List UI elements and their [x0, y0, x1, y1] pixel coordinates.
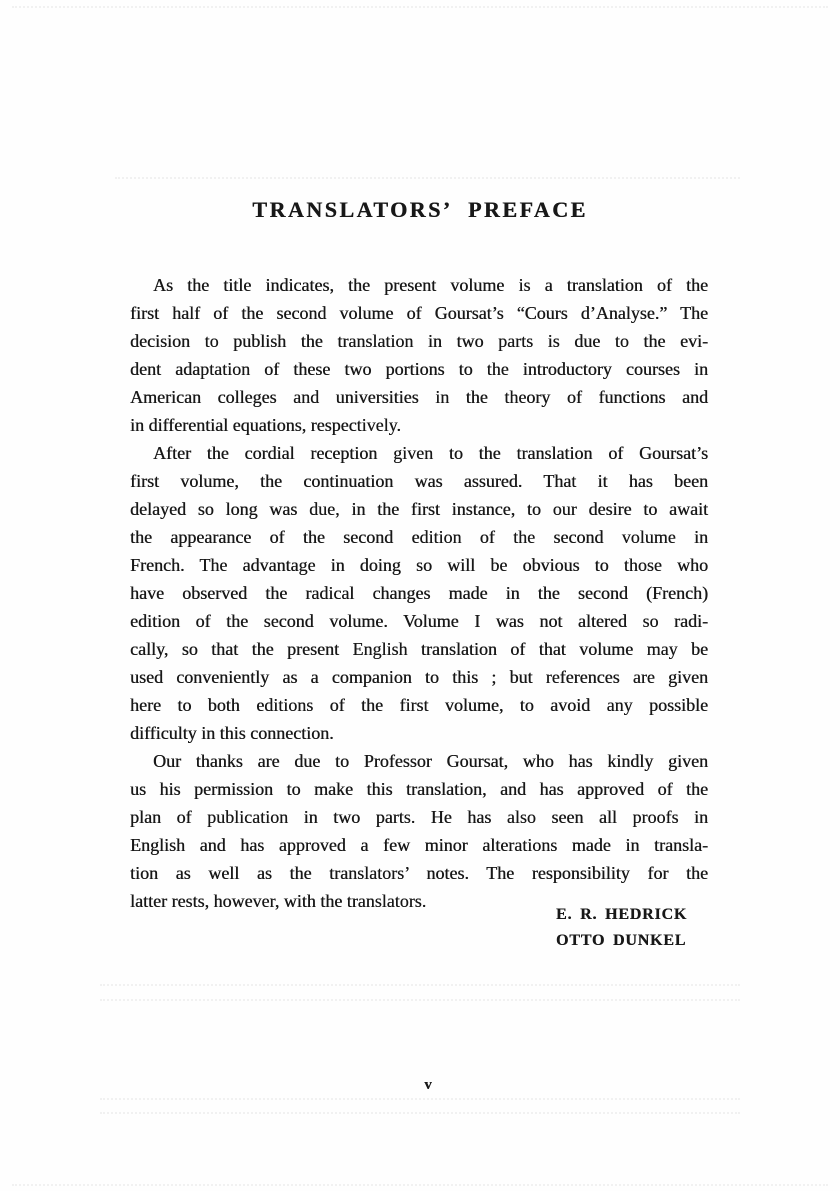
paragraph — [130, 271, 708, 439]
paragraph-line: first volume, the continuation was assured. That it has been — [130, 471, 708, 491]
paragraph-line: latter rests, however, with the translators. — [130, 891, 427, 911]
paragraph — [130, 747, 708, 915]
signature-dunkel: OTTO DUNKEL — [556, 931, 687, 949]
paragraph-line: the appearance of the second edition of the second volume in — [130, 527, 708, 547]
scan-artifact-line — [12, 6, 828, 8]
paragraph-line: used conveniently as a companion to this ; but references are given — [130, 667, 708, 687]
page-number: v — [424, 1077, 432, 1093]
paragraph-line: difficulty in this connection. — [130, 723, 334, 743]
page-title: TRANSLATORS’ PREFACE — [252, 197, 588, 222]
paragraph — [130, 439, 708, 747]
signature-block — [556, 902, 687, 953]
paragraph-line: first half of the second volume of Goursat’s “Cours d’Analyse.” The — [130, 303, 708, 323]
paragraph-line: us his permission to make this translation, and has approved of the — [130, 779, 708, 799]
signature-hedrick: E. R. HEDRICK — [556, 906, 688, 923]
paragraph-line: English and has approved a few minor alterations made in transla- — [130, 835, 708, 855]
paragraph-line: delayed so long was due, in the first instance, to our desire to await — [130, 499, 708, 519]
preface-body — [130, 271, 708, 915]
paragraph-line: cally, so that the present English translation of that volume may be — [130, 639, 708, 659]
paragraph-line: decision to publish the translation in two parts is due to the evi- — [130, 331, 708, 351]
paragraph-line: French. The advantage in doing so will be obvious to those who — [130, 555, 708, 575]
paragraph-line: dent adaptation of these two portions to the introductory courses in — [130, 359, 708, 379]
scan-artifact-line — [115, 177, 740, 179]
paragraph-line: here to both editions of the first volume, to avoid any possible — [130, 695, 708, 715]
paragraph-line: American colleges and universities in the theory of functions and — [130, 387, 708, 407]
paragraph-line: have observed the radical changes made in the second (French) — [130, 583, 708, 603]
scan-artifact-line — [100, 999, 740, 1001]
scan-artifact-line — [100, 984, 740, 986]
paragraph-line: Our thanks are due to Professor Goursat, who has kindly given — [153, 751, 708, 771]
paragraph-line: edition of the second volume. Volume I was not altered so radi- — [130, 611, 708, 631]
paragraph-line: in differential equations, respectively. — [130, 415, 401, 435]
paragraph-line: As the title indicates, the present volume is a translation of the — [153, 275, 708, 295]
scan-artifact-line — [100, 1098, 740, 1100]
scan-artifact-line — [12, 1184, 828, 1186]
paragraph-line: After the cordial reception given to the translation of Goursat’s — [153, 443, 708, 463]
scan-artifact-line — [100, 1112, 740, 1114]
paragraph-line: plan of publication in two parts. He has also seen all proofs in — [130, 807, 708, 827]
paragraph-line: tion as well as the translators’ notes. The responsibility for the — [130, 863, 708, 883]
